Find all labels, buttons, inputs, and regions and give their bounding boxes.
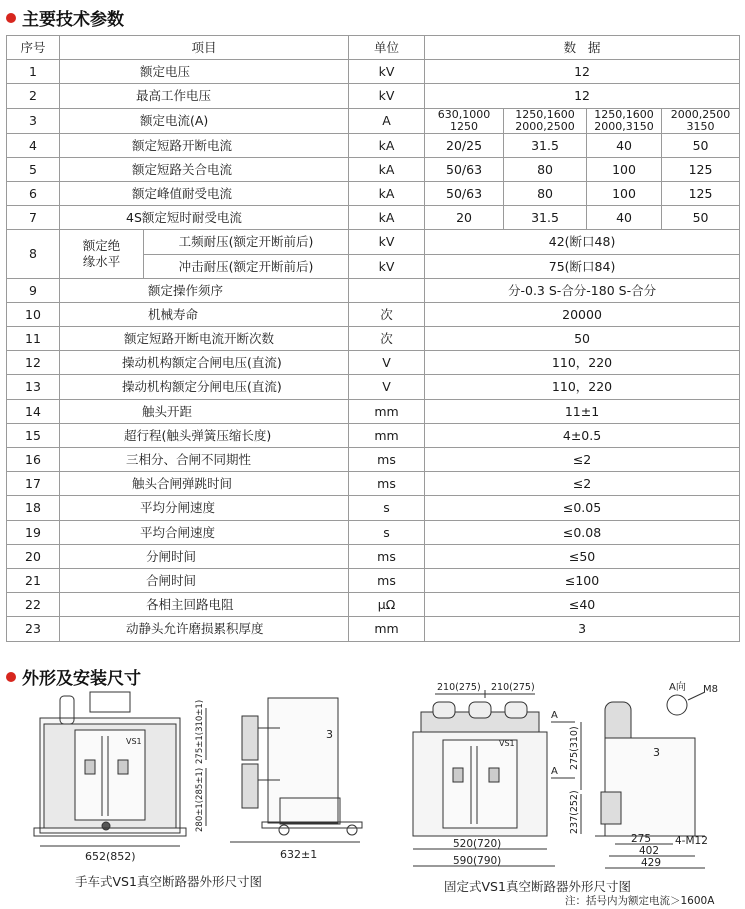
row-unit: ms <box>349 544 425 568</box>
row-value: 4±0.5 <box>425 423 740 447</box>
row-unit: mm <box>349 399 425 423</box>
table-row <box>7 593 740 617</box>
row-value: 20/25 <box>425 133 504 157</box>
table-row <box>7 496 740 520</box>
row-unit: V <box>349 351 425 375</box>
row-unit: kA <box>349 133 425 157</box>
dim-h-lower: 280±1(285±1) <box>195 767 205 832</box>
row-item: 触头合闸弹跳时间 <box>60 472 349 496</box>
row-unit: V <box>349 375 425 399</box>
row-item: 额定峰值耐受电流 <box>60 181 349 205</box>
dim-w1: 520(720) <box>453 838 502 850</box>
row-value: 75(断口84) <box>425 254 740 278</box>
table-row <box>7 568 740 592</box>
dim-depth: 632±1 <box>280 848 318 861</box>
caption-fixed: 固定式VS1真空断路器外形尺寸图 <box>444 879 631 894</box>
dim-h-lower: 237(252) <box>569 790 580 834</box>
row-unit: kV <box>349 230 425 254</box>
dim-h-upper: 275(310) <box>569 726 580 770</box>
table-row <box>7 617 740 641</box>
row-value: ≤40 <box>425 593 740 617</box>
row-value: 31.5 <box>504 133 587 157</box>
note-rated-current: 注：括号内为额定电流＞1600A <box>565 895 715 907</box>
view-a-label: A向 <box>669 682 686 693</box>
row-item: 额定操作须序 <box>60 278 349 302</box>
row-item: 额定短路开断电流 <box>60 133 349 157</box>
row-value: 50 <box>662 206 740 230</box>
row-item: 机械寿命 <box>60 302 349 326</box>
row-item: 各相主回路电阻 <box>60 593 349 617</box>
header-no: 序号 <box>7 36 60 60</box>
row-value: 3 <box>425 617 740 641</box>
row-group: 额定绝 缘水平 <box>60 230 144 278</box>
row-item: 三相分、合闸不同期性 <box>60 448 349 472</box>
table-row <box>7 84 740 108</box>
row-value: 40 <box>587 206 662 230</box>
header-item: 项目 <box>60 36 349 60</box>
dim-w2: 590(790) <box>453 855 502 867</box>
table-row <box>7 230 740 254</box>
table-row <box>7 375 740 399</box>
row-item: 4S额定短时耐受电流 <box>60 206 349 230</box>
row-value: 50 <box>662 133 740 157</box>
row-value: ≤0.08 <box>425 520 740 544</box>
header-data: 数 据 <box>425 36 740 60</box>
table-row <box>7 448 740 472</box>
row-no: 13 <box>7 375 60 399</box>
dim-pitch1: 210(275) <box>437 682 481 693</box>
row-value: 11±1 <box>425 399 740 423</box>
row-unit: mm <box>349 617 425 641</box>
row-no: 1 <box>7 60 60 84</box>
row-item: 额定短路开断电流开断次数 <box>60 327 349 351</box>
row-item: 合闸时间 <box>60 568 349 592</box>
row-value: 1250,1600 2000,2500 <box>504 108 587 133</box>
row-unit: s <box>349 496 425 520</box>
row-unit: kA <box>349 181 425 205</box>
row-value: 110，220 <box>425 351 740 375</box>
row-value: 80 <box>504 181 587 205</box>
row-no: 20 <box>7 544 60 568</box>
row-value: ≤50 <box>425 544 740 568</box>
caption-trolley: 手车式VS1真空断路器外形尺寸图 <box>75 874 262 889</box>
row-unit: kA <box>349 157 425 181</box>
table-row <box>7 278 740 302</box>
row-unit: kV <box>349 60 425 84</box>
dim-d1: 275 <box>631 833 652 845</box>
trolley-breaker-drawing <box>30 688 375 866</box>
dim-d2: 402 <box>639 845 660 857</box>
label-vs1: VS1 <box>499 739 515 748</box>
row-unit: s <box>349 520 425 544</box>
row-unit: 次 <box>349 327 425 351</box>
row-item: 动静头允许磨损累积厚度 <box>60 617 349 641</box>
row-item: 最高工作电压 <box>60 84 349 108</box>
row-unit: A <box>349 108 425 133</box>
bullet-dot-icon <box>6 672 16 682</box>
fixed-breaker-drawing <box>405 678 740 888</box>
row-value: ≤2 <box>425 472 740 496</box>
a-label-1: A <box>551 710 558 721</box>
row-value: 110，220 <box>425 375 740 399</box>
row-item: 额定电压 <box>60 60 349 84</box>
row-item: 操动机构额定合闸电压(直流) <box>60 351 349 375</box>
header-unit: 单位 <box>349 36 425 60</box>
row-value: 50/63 <box>425 181 504 205</box>
section-title-params <box>6 5 124 30</box>
row-unit: ms <box>349 448 425 472</box>
row-unit: kA <box>349 206 425 230</box>
section-title-dims-text: 外形及安装尺寸 <box>22 669 141 689</box>
section-title-dims <box>6 664 141 689</box>
row-item: 平均合闸速度 <box>60 520 349 544</box>
row-value: 12 <box>425 84 740 108</box>
row-no: 2 <box>7 84 60 108</box>
row-value: 12 <box>425 60 740 84</box>
row-unit: kV <box>349 84 425 108</box>
a-label-2: A <box>551 766 558 777</box>
row-no: 12 <box>7 351 60 375</box>
table-row <box>7 472 740 496</box>
row-no: 15 <box>7 423 60 447</box>
dim-bolt: 4-M12 <box>675 835 708 847</box>
table-row <box>7 133 740 157</box>
row-value: 50 <box>425 327 740 351</box>
row-value: 分-0.3 S-合分-180 S-合分 <box>425 278 740 302</box>
table-row <box>7 544 740 568</box>
row-item: 额定电流(A) <box>60 108 349 133</box>
row-value: 20 <box>425 206 504 230</box>
row-unit: μΩ <box>349 593 425 617</box>
row-item: 超行程(触头弹簧压缩长度) <box>60 423 349 447</box>
row-value: 125 <box>662 157 740 181</box>
table-row <box>7 60 740 84</box>
row-value: 2000,2500 3150 <box>662 108 740 133</box>
row-no: 22 <box>7 593 60 617</box>
table-row <box>7 351 740 375</box>
row-no: 16 <box>7 448 60 472</box>
row-item: 分闸时间 <box>60 544 349 568</box>
row-item: 操动机构额定分闸电压(直流) <box>60 375 349 399</box>
row-item: 触头开距 <box>60 399 349 423</box>
row-no: 7 <box>7 206 60 230</box>
row-no: 18 <box>7 496 60 520</box>
row-value: 630,1000 1250 <box>425 108 504 133</box>
row-no: 14 <box>7 399 60 423</box>
table-row <box>7 157 740 181</box>
row-value: 31.5 <box>504 206 587 230</box>
row-value: ≤0.05 <box>425 496 740 520</box>
row-no: 6 <box>7 181 60 205</box>
dim-pitch2: 210(275) <box>491 682 535 693</box>
dim-d3: 429 <box>641 857 662 869</box>
table-row <box>7 327 740 351</box>
row-no: 11 <box>7 327 60 351</box>
table-row <box>7 520 740 544</box>
bullet-dot-icon <box>6 13 16 23</box>
row-no: 23 <box>7 617 60 641</box>
m8-label: M8 <box>703 684 718 695</box>
table-row <box>7 206 740 230</box>
dim-width: 652(852) <box>85 850 136 863</box>
label-3: 3 <box>326 728 333 741</box>
parameters-table <box>6 35 740 642</box>
row-value: 42(断口48) <box>425 230 740 254</box>
row-unit <box>349 278 425 302</box>
row-unit: 次 <box>349 302 425 326</box>
row-value: 1250,1600 2000,3150 <box>587 108 662 133</box>
row-value: 20000 <box>425 302 740 326</box>
table-header-row <box>7 36 740 60</box>
table-row <box>7 302 740 326</box>
row-value: 80 <box>504 157 587 181</box>
row-no: 9 <box>7 278 60 302</box>
row-item: 额定短路关合电流 <box>60 157 349 181</box>
table-row <box>7 399 740 423</box>
table-row <box>7 181 740 205</box>
row-value: 100 <box>587 181 662 205</box>
row-value: 50/63 <box>425 157 504 181</box>
row-value: 40 <box>587 133 662 157</box>
row-item: 平均分闸速度 <box>60 496 349 520</box>
row-value: 100 <box>587 157 662 181</box>
row-no: 10 <box>7 302 60 326</box>
table-row <box>7 108 740 133</box>
row-value: ≤2 <box>425 448 740 472</box>
table-row <box>7 423 740 447</box>
row-no: 19 <box>7 520 60 544</box>
row-item: 冲击耐压(额定开断前后) <box>144 254 349 278</box>
row-no: 8 <box>7 230 60 278</box>
row-no: 4 <box>7 133 60 157</box>
row-unit: ms <box>349 568 425 592</box>
row-value: 125 <box>662 181 740 205</box>
row-no: 17 <box>7 472 60 496</box>
label-3: 3 <box>653 746 660 759</box>
row-item: 工频耐压(额定开断前后) <box>144 230 349 254</box>
row-no: 21 <box>7 568 60 592</box>
row-no: 5 <box>7 157 60 181</box>
row-unit: ms <box>349 472 425 496</box>
dim-h-upper: 275±1(310±1) <box>195 699 205 764</box>
row-unit: kV <box>349 254 425 278</box>
row-unit: mm <box>349 423 425 447</box>
row-no: 3 <box>7 108 60 133</box>
label-vs1: VS1 <box>126 737 142 746</box>
row-value: ≤100 <box>425 568 740 592</box>
section-title-params-text: 主要技术参数 <box>22 10 124 30</box>
